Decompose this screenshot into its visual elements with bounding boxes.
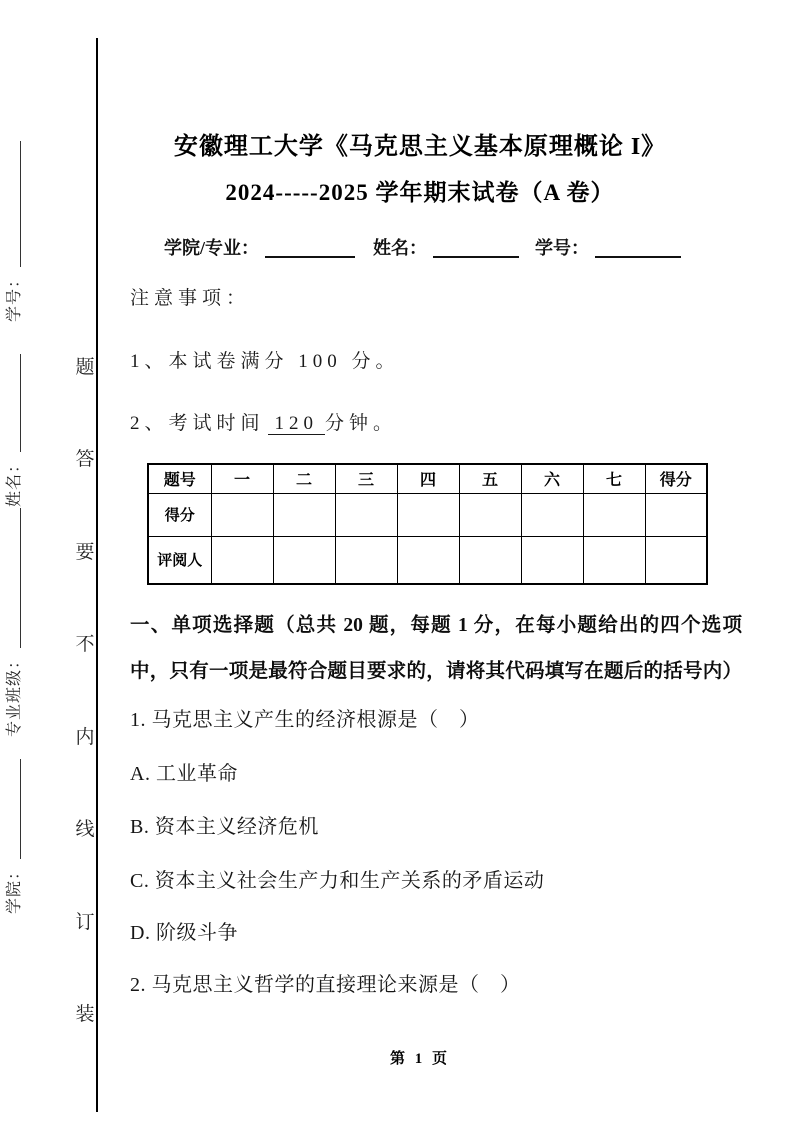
binding-char: 答: [75, 449, 95, 471]
score-cell: [211, 493, 273, 536]
score-table-header-cell: 得分: [645, 464, 707, 493]
binding-char: 内: [75, 726, 95, 748]
reviewer-cell: [583, 536, 645, 584]
page-number: 第 1 页: [389, 1051, 450, 1067]
score-cell: [459, 493, 521, 536]
score-table-header-cell: 二: [273, 464, 335, 493]
binding-text-column: [75, 352, 95, 1026]
college-major-label: 学院/专业：: [164, 238, 260, 258]
score-table-header-cell: 五: [459, 464, 521, 493]
reviewer-row-label: 评阅人: [148, 536, 211, 584]
score-table-reviewer-row: [148, 536, 707, 584]
notice-item-2-suffix: 分钟。: [325, 413, 398, 434]
reviewer-cell: [521, 536, 583, 584]
score-table-header-cell: 三: [335, 464, 397, 493]
sidebar-field-major-class-label: 专业班级：: [6, 651, 23, 737]
exam-duration-value: 120: [268, 413, 326, 435]
student-info-line: [164, 234, 681, 260]
question-1-option-a: A. 工业革命: [130, 763, 238, 785]
sidebar-field-name-label: 姓名：: [6, 455, 23, 507]
reviewer-cell: [645, 536, 707, 584]
reviewer-cell: [397, 536, 459, 584]
score-cell: [521, 493, 583, 536]
score-table-header-row: [148, 464, 707, 493]
notice-item-2: [130, 408, 397, 435]
score-cell: [645, 493, 707, 536]
exam-subtitle: 2024-----2025 学年期末试卷（A 卷）: [225, 180, 615, 205]
sidebar-field-student-id-label: 学号：: [6, 270, 23, 322]
score-cell: [335, 493, 397, 536]
sidebar-field-name: [0, 354, 30, 507]
notice-item-1: 1、本试卷满分 100 分。: [130, 351, 400, 372]
score-table-header-cell: 六: [521, 464, 583, 493]
name-blank-line: [433, 238, 519, 258]
reviewer-cell: [335, 536, 397, 584]
section-heading-line2: 中，只有一项是最符合题目要求的，请将其代码填写在题后的括号内）: [130, 661, 742, 682]
question-2: 2. 马克思主义哲学的直接理论来源是（ ）: [130, 974, 521, 996]
binding-char: 不: [75, 634, 95, 656]
notice-item-2-prefix: 2、考试时间: [130, 413, 265, 434]
score-row-label: 得分: [148, 493, 211, 536]
binding-char: 题: [75, 357, 95, 378]
name-label: 姓名：: [373, 238, 428, 258]
student-id-label: 学号：: [535, 238, 590, 258]
sidebar-major-class-blank-line: [11, 508, 21, 648]
score-table: [147, 463, 708, 585]
sidebar-student-id-blank-line: [11, 141, 21, 267]
student-id-blank-line: [595, 238, 681, 258]
question-1: 1. 马克思主义产生的经济根源是（ ）: [130, 709, 480, 731]
binding-char: 要: [75, 541, 95, 563]
binding-char: 线: [75, 819, 95, 841]
binding-char: 装: [75, 1003, 95, 1025]
score-cell: [273, 493, 335, 536]
sidebar-field-college-label: 学院：: [6, 862, 23, 914]
score-cell: [583, 493, 645, 536]
sidebar-field-college: [0, 759, 30, 914]
reviewer-cell: [211, 536, 273, 584]
reviewer-cell: [273, 536, 335, 584]
binding-char: 订: [75, 911, 95, 933]
sidebar-college-blank-line: [11, 759, 21, 859]
question-1-option-b: B. 资本主义经济危机: [130, 816, 319, 838]
binding-line: [96, 38, 98, 1112]
question-1-option-d: D. 阶级斗争: [130, 922, 238, 944]
score-table-header-cell: 题号: [148, 464, 211, 493]
sidebar-field-student-id: [0, 141, 30, 322]
score-cell: [397, 493, 459, 536]
sidebar-name-blank-line: [11, 354, 21, 452]
score-table-score-row: [148, 493, 707, 536]
score-table-header-cell: 七: [583, 464, 645, 493]
score-table-header-cell: 四: [397, 464, 459, 493]
section-heading-line1: 一、单项选择题（总共 20 题，每题 1 分，在每小题给出的四个选项: [130, 615, 742, 636]
notice-heading: 注意事项：: [130, 288, 251, 309]
score-table-header-cell: 一: [211, 464, 273, 493]
reviewer-cell: [459, 536, 521, 584]
question-1-option-c: C. 资本主义社会生产力和生产关系的矛盾运动: [130, 870, 545, 892]
college-major-blank-line: [265, 238, 355, 258]
exam-title: 安徽理工大学《马克思主义基本原理概论 I》: [173, 134, 667, 160]
sidebar-field-major-class: [0, 508, 30, 737]
